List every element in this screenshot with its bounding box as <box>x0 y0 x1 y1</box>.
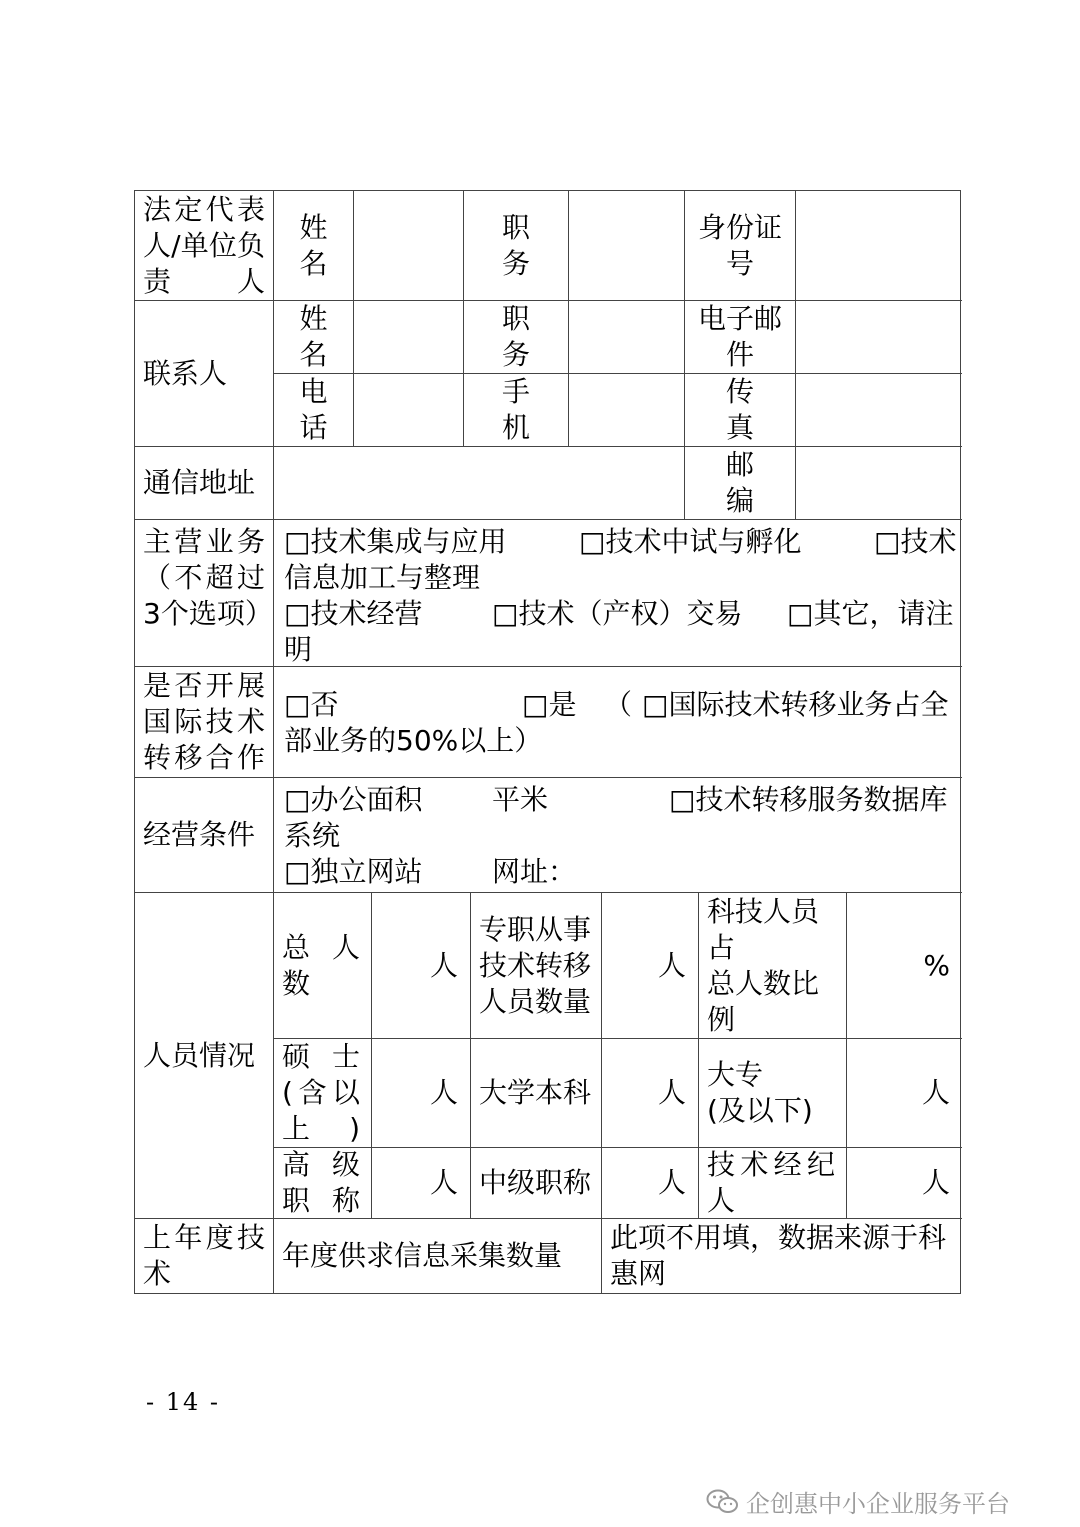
business-option-info-processing[interactable]: □技术 <box>874 525 957 558</box>
watermark-text: 企创惠中小企业服务平台 <box>746 1490 1010 1518</box>
last-year-label-cell <box>135 1219 274 1293</box>
business-option-info-processing-cont: 信息加工与整理 <box>284 561 481 594</box>
contact-title-label-cell <box>464 301 569 374</box>
staff-total-label: 总人数 <box>282 930 360 1000</box>
contact-name-input[interactable] <box>354 301 464 374</box>
staff-dedicated-label: 专职从事技术转移人员数量 <box>479 912 592 1018</box>
legal-rep-id-label: 身份证号 <box>697 210 782 280</box>
intl-label-cell <box>135 667 274 778</box>
wechat-icon <box>706 1488 740 1516</box>
staff-sci-ratio-label-b: 总人数比例 <box>707 966 820 1036</box>
staff-college-unit: 人 <box>921 1076 950 1109</box>
staff-sci-ratio-label-cell <box>699 893 847 1039</box>
staff-dedicated-unit: 人 <box>657 948 686 982</box>
business-options-cell <box>274 520 962 667</box>
business-option-other-cont: 明 <box>284 633 313 666</box>
staff-broker-unit: 人 <box>921 1166 950 1199</box>
contact-email-label-cell <box>685 301 796 374</box>
staff-senior-label-cell <box>274 1148 372 1219</box>
contact-name-label-cell <box>274 301 354 374</box>
address-input[interactable] <box>274 447 685 520</box>
contact-phone-input[interactable] <box>354 374 464 447</box>
conditions-label: 经营条件 <box>143 818 256 851</box>
legal-rep-title-label-cell <box>464 191 569 301</box>
last-year-label: 上年度技术 <box>143 1221 265 1290</box>
address-label: 通信地址 <box>143 466 256 499</box>
staff-bachelor-label: 大学本科 <box>479 1076 592 1109</box>
conditions-url-label: 网址： <box>492 855 577 888</box>
conditions-label-cell <box>135 778 274 893</box>
staff-middle-unit: 人 <box>657 1166 686 1199</box>
staff-middle-label-cell <box>471 1148 602 1219</box>
staff-master-label-cell <box>274 1039 372 1148</box>
legal-rep-id-label-cell <box>685 191 796 301</box>
address-label-cell <box>135 447 274 520</box>
staff-master-input[interactable] <box>372 1039 471 1148</box>
intl-option-detail-cont: 部业务的50%以上） <box>284 724 543 757</box>
staff-total-unit: 人 <box>429 948 458 982</box>
contact-label-cell <box>135 301 274 447</box>
staff-label-cell <box>135 893 274 1219</box>
contact-mobile-label: 手机 <box>501 375 530 444</box>
staff-label: 人员情况 <box>143 1038 256 1072</box>
staff-college-label-a: 大专 <box>707 1058 764 1091</box>
staff-senior-unit: 人 <box>429 1166 458 1199</box>
staff-master-label: 硕士(含以上) <box>282 1040 360 1145</box>
contact-fax-label: 传真 <box>725 375 754 444</box>
contact-email-label: 电子邮件 <box>697 302 782 371</box>
legal-rep-title-label: 职务 <box>501 210 530 280</box>
conditions-options-cell <box>274 778 962 893</box>
legal-rep-label-cell <box>135 191 274 301</box>
contact-fax-label-cell <box>685 374 796 447</box>
legal-rep-label: 法定代表人/单位负责人 <box>143 192 265 298</box>
intl-option-no[interactable]: □否 <box>284 688 339 721</box>
staff-dedicated-input[interactable] <box>602 893 699 1039</box>
business-option-integration[interactable]: □技术集成与应用 <box>284 525 507 558</box>
staff-total-input[interactable] <box>372 893 471 1039</box>
zip-input[interactable] <box>796 447 962 520</box>
contact-email-input[interactable] <box>796 301 962 374</box>
staff-bachelor-input[interactable] <box>602 1039 699 1148</box>
contact-label: 联系人 <box>143 356 228 390</box>
business-option-trade[interactable]: □技术（产权）交易 <box>492 597 743 630</box>
staff-college-label-b: (及以下) <box>707 1094 813 1127</box>
contact-name-label: 姓名 <box>299 302 328 371</box>
registration-form-table <box>134 190 961 1294</box>
contact-phone-label-cell <box>274 374 354 447</box>
staff-sci-ratio-input[interactable] <box>847 893 962 1039</box>
contact-mobile-label-cell <box>464 374 569 447</box>
page-number: - 14 - <box>146 1388 221 1416</box>
staff-sci-ratio-label <box>707 894 838 1038</box>
conditions-option-database[interactable]: □技术转移服务数据库 <box>669 783 948 816</box>
business-option-pilot[interactable]: □技术中试与孵化 <box>579 525 802 558</box>
staff-master-unit: 人 <box>429 1076 458 1109</box>
last-year-note: 此项不用填，数据来源于科惠网 <box>610 1221 947 1290</box>
intl-option-yes[interactable]: □是 <box>522 688 577 721</box>
watermark <box>706 1484 1010 1519</box>
legal-rep-name-label: 姓名 <box>299 210 328 280</box>
staff-total-label-cell <box>274 893 372 1039</box>
staff-broker-input[interactable] <box>847 1148 962 1219</box>
intl-label: 是否开展国际技术转移合作 <box>143 669 265 774</box>
legal-rep-title-input[interactable] <box>569 191 685 301</box>
business-label-cell <box>135 520 274 667</box>
legal-rep-name-input[interactable] <box>354 191 464 301</box>
intl-paren: （ <box>604 688 633 721</box>
staff-college-label-cell <box>699 1039 847 1148</box>
zip-label: 邮编 <box>725 448 754 517</box>
conditions-option-office[interactable]: □办公面积 <box>284 783 423 816</box>
staff-broker-label-cell <box>699 1148 847 1219</box>
intl-option-detail[interactable]: □国际技术转移业务占全 <box>642 688 949 721</box>
staff-sci-ratio-unit: % <box>923 948 950 982</box>
business-label: 主营业务（不超过3个选项） <box>143 525 273 630</box>
last-year-note-cell <box>602 1219 962 1293</box>
zip-label-cell <box>685 447 796 520</box>
staff-middle-label: 中级职称 <box>479 1166 592 1199</box>
contact-fax-input[interactable] <box>796 374 962 447</box>
conditions-sqm-unit: 平米 <box>492 783 549 816</box>
staff-bachelor-unit: 人 <box>657 1076 686 1109</box>
contact-mobile-input[interactable] <box>569 374 685 447</box>
staff-middle-input[interactable] <box>602 1148 699 1219</box>
business-option-operation[interactable]: □技术经营 <box>284 597 423 630</box>
intl-options-cell <box>274 667 962 778</box>
staff-senior-input[interactable] <box>372 1148 471 1219</box>
staff-senior-label: 高级职称 <box>282 1148 360 1217</box>
legal-rep-name-label-cell <box>274 191 354 301</box>
contact-title-label: 职务 <box>501 302 530 371</box>
contact-phone-label: 电话 <box>299 375 328 444</box>
staff-college-label <box>707 1057 813 1129</box>
business-option-other[interactable]: □其它，请注 <box>787 597 954 630</box>
staff-sci-ratio-label-a: 科技人员占 <box>707 894 820 964</box>
legal-rep-id-input[interactable] <box>796 191 962 301</box>
staff-bachelor-label-cell <box>471 1039 602 1148</box>
last-year-metric: 年度供求信息采集数量 <box>282 1239 563 1272</box>
conditions-option-database-cont: 系统 <box>284 819 341 852</box>
staff-college-input[interactable] <box>847 1039 962 1148</box>
contact-title-input[interactable] <box>569 301 685 374</box>
conditions-option-website[interactable]: □独立网站 <box>284 855 423 888</box>
staff-dedicated-label-cell <box>471 893 602 1039</box>
last-year-metric-cell <box>274 1219 602 1293</box>
staff-broker-label: 技术经纪人 <box>707 1148 835 1217</box>
